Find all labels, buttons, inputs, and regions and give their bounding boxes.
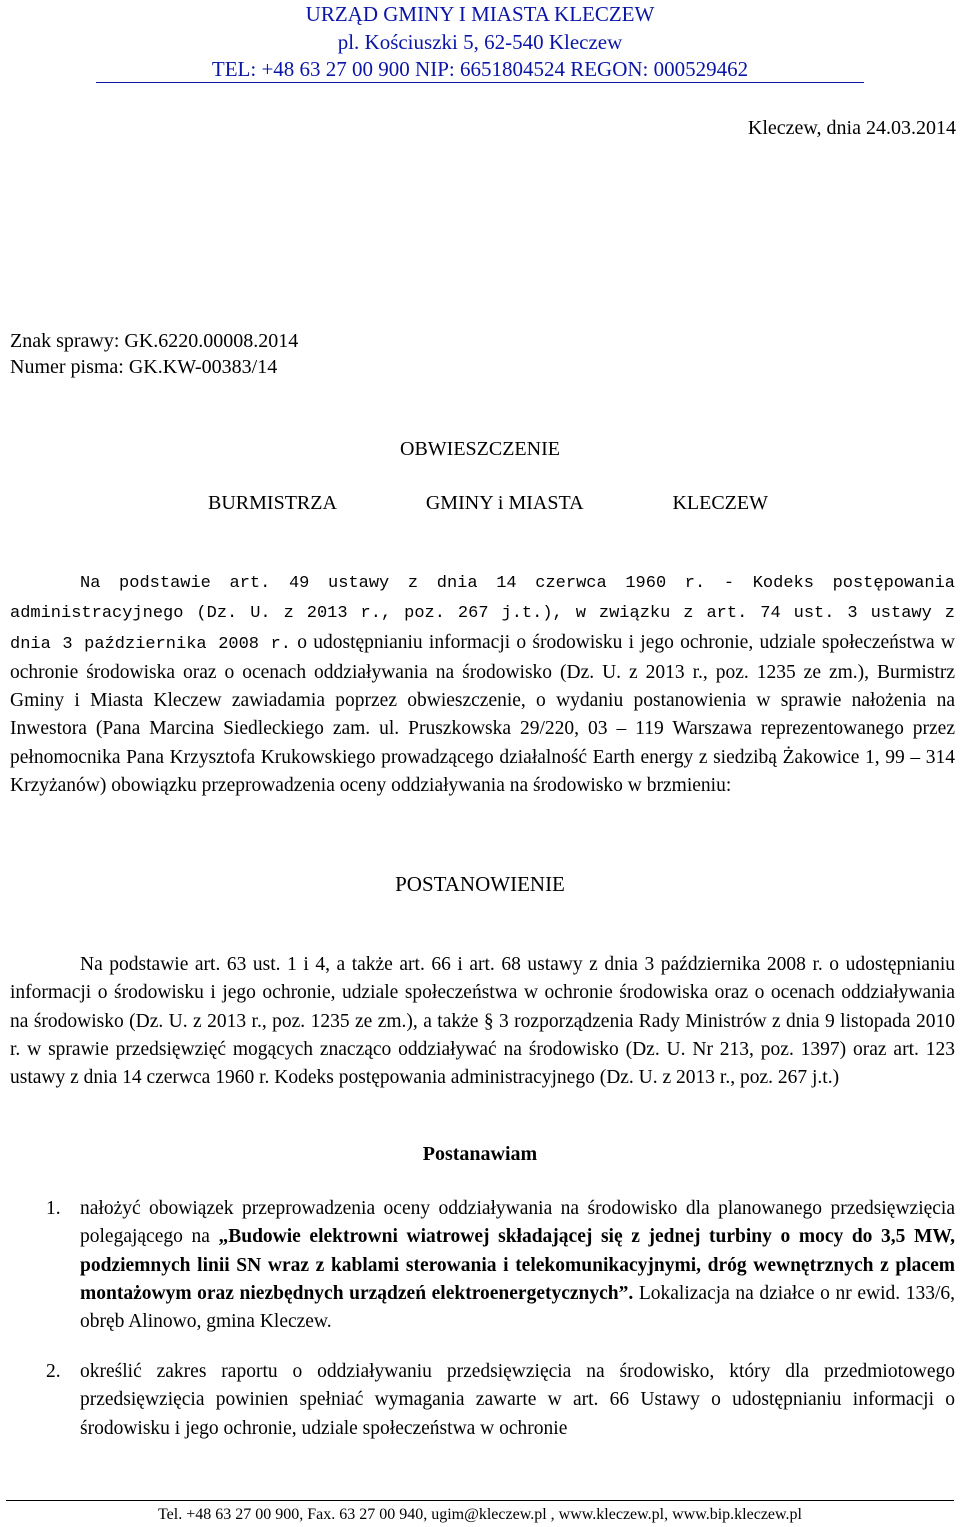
letterhead-divider xyxy=(96,82,864,83)
item-text: określić zakres raportu o oddziaływaniu przedsięwzięcia na środowisko, który dla przedmiotowego przedsięwzięcia powinien spełniać wymagania zawarte w art. 66 Ustawy o udostępnianiu informacji o środowisku i jego ochronie, udziale społeczeństwa w ochronie xyxy=(80,1361,955,1439)
case-references xyxy=(10,328,298,380)
legal-basis-text: Na podstawie art. 63 ust. 1 i 4, a także art. 66 i art. 68 ustawy z dnia 3 października 2008 r. o udostępnianiu informacji o środowisku i jego ochronie, udziale społeczeństwa w ochronie środowiska oraz o ocenach oddziaływania na środowisko (Dz. U. z 2013 r., poz. 1235 ze zm.), a także § 3 rozporządzenia Rady Ministrów z dnia 9 listopada 2010 r. w sprawie przedsięwzięć mogących znacząco oddziaływać na środowisko (Dz. U. Nr 213, poz. 1397) oraz art. 123 ustawy z dnia 14 czerwca 1960 r. Kodeks postępowania administracyjnego (Dz. U. z 2013 r., poz. 267 j.t.) xyxy=(10,954,955,1089)
issuer-word-3: KLECZEW xyxy=(672,492,768,514)
office-contact-ids: TEL: +48 63 27 00 900 NIP: 6651804524 REGON: 000529462 xyxy=(211,57,749,81)
ruling-item-2 xyxy=(10,1358,955,1443)
intro-paragraph xyxy=(10,568,955,800)
document-issuer xyxy=(208,491,768,515)
list-item xyxy=(10,1195,955,1336)
document-title: OBWIESZCZENIE xyxy=(400,438,560,460)
intro-part-1: Na podstawie art. 49 ustawy z dnia 14 czerwca 1960 r. - Kodeks postępowania administracyjnego (Dz. U. z 2013 r., poz. 267 j.t.), w związku z art. 74 ust. 3 ustawy z dnia 3 października 2008 r. xyxy=(10,574,955,654)
legal-basis-paragraph xyxy=(10,951,955,1092)
decision-heading: POSTANOWIENIE xyxy=(395,872,565,896)
office-name: URZĄD GMINY I MIASTA KLECZEW xyxy=(305,2,655,26)
office-address: pl. Kościuszki 5, 62-540 Kleczew xyxy=(337,30,623,54)
document-date: Kleczew, dnia 24.03.2014 xyxy=(747,117,956,139)
case-number: Znak sprawy: GK.6220.00008.2014 xyxy=(10,330,299,352)
item-number: 2. xyxy=(46,1361,61,1382)
ruling-heading: Postanawiam xyxy=(422,1143,538,1165)
intro-part-3: Burmistrz Gminy i Miasta Kleczew zawiadamia poprzez obwieszczenie, o wydaniu postanowienia w sprawie nałożenia na Inwestora (Pana Marcina Siedleckiego zam. ul. Pruszkowska 29/220, 03 – 119 Warszawa reprezentowanego przez pełnomocnika Pana Krzysztofa Krukowskiego prowadzącego działalność Earth energy z siedzibą Żakowice 1, 99 – 314 Krzyżanów) obowiązku przeprowadzenia oceny oddziaływania na środowisko w brzmieniu: xyxy=(10,661,955,797)
ruling-item-1 xyxy=(10,1195,955,1336)
letter-number: Numer pisma: GK.KW-00383/14 xyxy=(10,356,278,378)
item-project-name: „Budowie elektrowni wiatrowej składającej się z jednej turbiny o mocy do 3,5 MW, podziemnych linii SN wraz z kablami sterowania i telekomunikacyjnymi, dróg wewnętrznych z placem montażowym oraz niezbędnych urządzeń elektroenergetycznych”. xyxy=(80,1226,955,1304)
list-item xyxy=(10,1358,955,1443)
footer-divider xyxy=(6,1500,954,1501)
issuer-word-1: BURMISTRZA xyxy=(208,492,337,514)
item-text-after: Lokalizacja na działce o nr ewid. 133/6, obręb Alinowo, gmina Kleczew. xyxy=(80,1282,955,1333)
footer-contact: Tel. +48 63 27 00 900, Fax. 63 27 00 940, ugim@kleczew.pl , www.kleczew.pl, www.bip.kleczew.pl xyxy=(158,1506,802,1523)
issuer-word-2: GMINY i MIASTA xyxy=(425,492,584,514)
item-number: 1. xyxy=(46,1198,61,1219)
item-text-before: nałożyć obowiązek przeprowadzenia oceny oddziaływania na środowisko dla planowanego przedsięwzięcia polegającego na xyxy=(80,1198,955,1248)
intro-part-2: o udostępnianiu informacji o środowisku i jego ochronie, udziale społeczeństwa w ochronie środowiska oraz o ocenach oddziaływania na środowisko (Dz. U. z 2013 r., poz. 1235 ze zm.), xyxy=(10,631,955,683)
